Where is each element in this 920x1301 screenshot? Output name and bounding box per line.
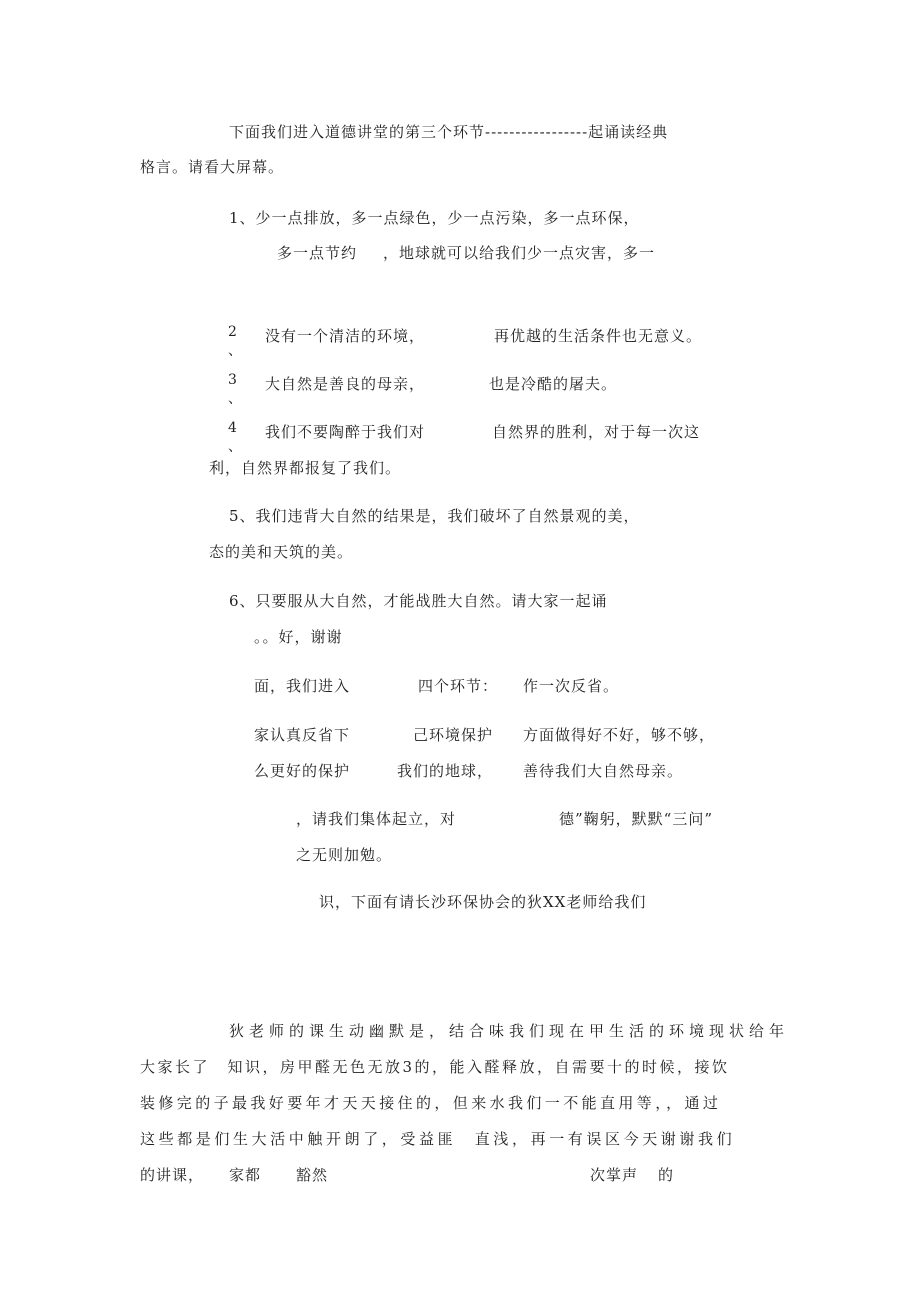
quote-1-line-1: 1、少一点排放，多一点绿色，少一点污染，多一点环保，: [229, 209, 640, 227]
quote-3-separator: 、: [228, 391, 242, 407]
quote-5-line-1: 5、我们违背大自然的结果是，我们破坏了自然景观的美，: [229, 507, 640, 525]
reflection-line-4b: 德”鞠躬，默默“三问”: [559, 810, 714, 828]
quote-3-part-b: 也是冷酷的屠夫。: [489, 375, 618, 393]
reflection-line-5: 之无则加勉。: [296, 846, 393, 864]
closing-line-5b: 家都: [229, 1166, 262, 1184]
quote-5-line-2: 态的美和天筑的美。: [209, 543, 354, 561]
reflection-line-6: 识，下面有请长沙环保协会的狄XX老师给我们: [319, 893, 647, 911]
reflection-line-2a: 家认真反省下: [254, 726, 351, 744]
quote-3-part-a: 大自然是善良的母亲，: [265, 375, 426, 393]
closing-line-5d: 次掌声: [590, 1166, 639, 1184]
reflection-line-3b: 我们的地球，: [397, 762, 494, 780]
quote-4-line-2: 利，自然界都报复了我们。: [209, 459, 402, 477]
quote-2-number: 2: [228, 324, 237, 340]
reflection-line-1b: 四个环节：: [418, 677, 499, 695]
quote-4-part-b: 自然界的胜利，对于每一次这: [492, 423, 701, 441]
quote-1-line-2a: 多一点节约: [277, 244, 358, 262]
closing-line-1: 狄老师的课生动幽默是，结合味我们现在甲生活的环境现状给年: [229, 1022, 790, 1040]
quote-2-separator: 、: [228, 343, 242, 359]
reflection-line-1c: 作一次反省。: [523, 677, 620, 695]
quote-4-number: 4: [228, 420, 237, 436]
intro-line-1: 下面我们进入道德讲堂的第三个环节-----------------起诵读经典: [229, 123, 669, 141]
quote-3-number: 3: [228, 372, 237, 388]
closing-line-5e: 的: [658, 1166, 675, 1184]
quote-2-part-a: 没有一个清洁的环境，: [265, 327, 426, 345]
closing-line-2: 大家长了 知识，房甲醛无色无放3的，能入醛释放，自需要十的时候，接饮: [140, 1058, 730, 1076]
reflection-line-2b: 己环境保护: [413, 726, 494, 744]
quote-1-line-2b: ，地球就可以给我们少一点灾害，多一: [383, 244, 656, 262]
intro-line-2: 格言。请看大屏幕。: [140, 158, 285, 176]
reflection-line-1a: 面，我们进入: [254, 677, 351, 695]
closing-line-5a: 的讲课，: [140, 1166, 205, 1184]
quote-4-part-a: 我们不要陶醉于我们对: [265, 423, 426, 441]
quote-4-separator: 、: [228, 439, 242, 455]
closing-line-5c: 豁然: [296, 1166, 329, 1184]
reflection-line-4a: ，请我们集体起立，对: [296, 810, 457, 828]
closing-line-4: 这些都是们生大活中触开朗了，受益匪 直浅，再一有误区今天谢谢我们: [140, 1130, 736, 1148]
reflection-line-3c: 善待我们大自然母亲。: [523, 762, 684, 780]
closing-line-3: 装修完的子最我好要年才天天接住的，但来水我们一不能直用等，，通过: [140, 1094, 722, 1112]
quote-2-part-b: 再优越的生活条件也无意义。: [494, 327, 703, 345]
reflection-line-2c: 方面做得好不好，够不够，: [523, 726, 716, 744]
quote-6-line-2: 。。好，谢谢: [254, 628, 343, 646]
reflection-line-3a: 么更好的保护: [254, 762, 351, 780]
quote-6-line-1: 6、只要服从大自然，才能战胜大自然。请大家一起诵: [229, 592, 608, 610]
